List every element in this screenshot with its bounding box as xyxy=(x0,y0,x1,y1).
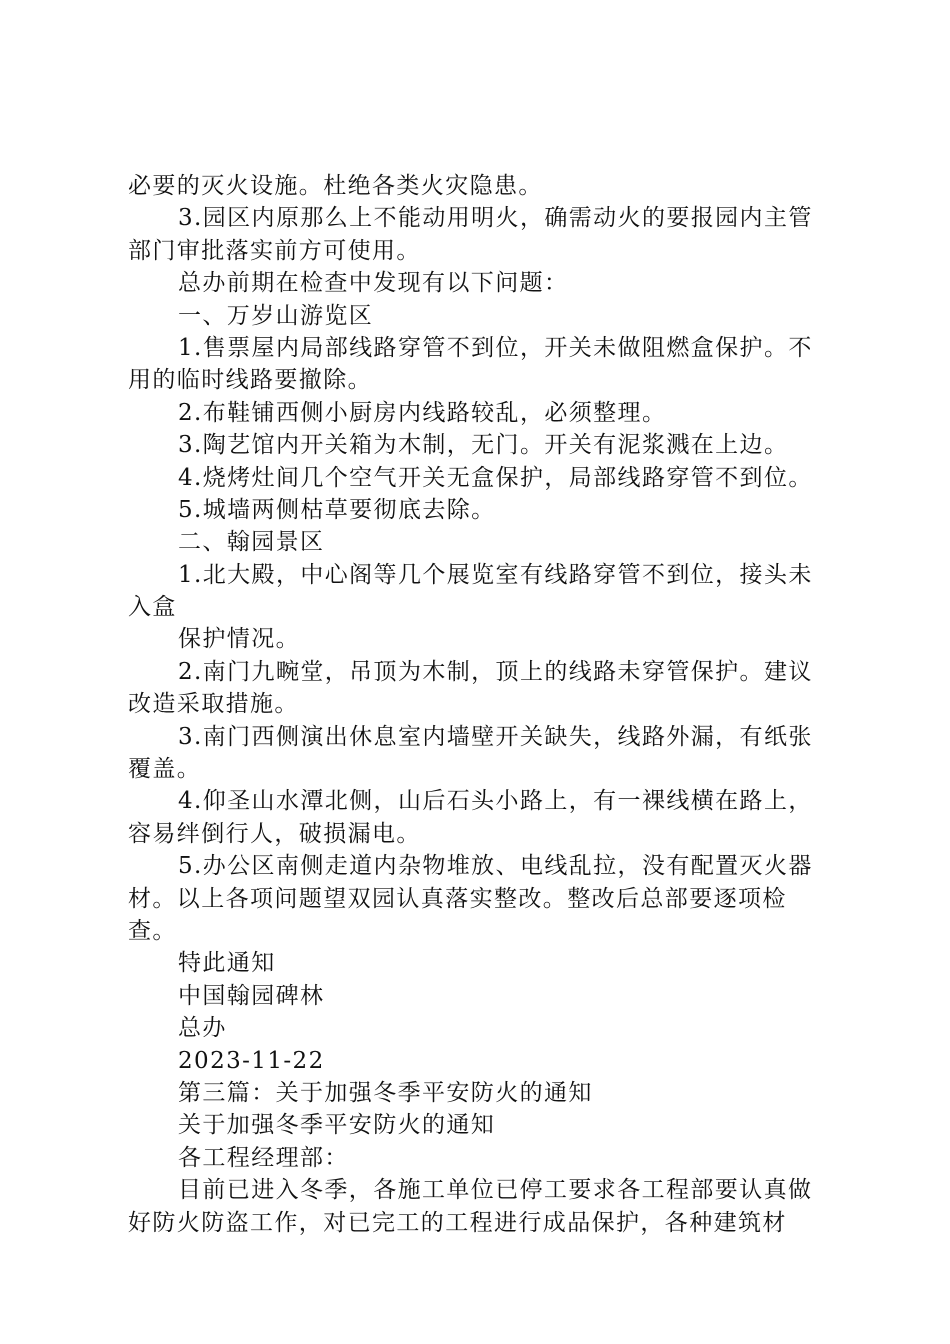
document-line: 3.园区内原那么上不能动用明火，确需动火的要报园内主管 xyxy=(178,205,813,232)
document-line: 目前已进入冬季，各施工单位已停工要求各工程部要认真做 xyxy=(178,1177,813,1204)
document-line: 好防火防盗工作，对已完工的工程进行成品保护，各种建筑材 xyxy=(128,1209,787,1236)
document-line: 5.办公区南侧走道内杂物堆放、电线乱拉，没有配置灭火器 xyxy=(178,853,813,880)
document-line: 入盒 xyxy=(128,594,177,621)
document-line: 总办前期在检查中发现有以下问题： xyxy=(178,270,569,297)
document-line: 1.售票屋内局部线路穿管不到位，开关未做阻燃盒保护。不 xyxy=(178,334,813,361)
document-line: 第三篇：关于加强冬季平安防火的通知 xyxy=(178,1079,593,1106)
document-line: 容易绊倒行人，破损漏电。 xyxy=(128,820,421,847)
document-line: 2.南门九畹堂，吊顶为木制，顶上的线路未穿管保护。建议 xyxy=(178,658,813,685)
document-line: 特此通知 xyxy=(178,950,276,977)
document-line: 关于加强冬季平安防火的通知 xyxy=(178,1112,496,1139)
document-line: 用的临时线路要撤除。 xyxy=(128,367,372,394)
document-line: 总办 xyxy=(178,1015,227,1042)
document-line: 3.南门西侧演出休息室内墙壁开关缺失，线路外漏，有纸张 xyxy=(178,723,813,750)
document-line: 一、万岁山游览区 xyxy=(178,302,374,329)
document-line: 保护情况。 xyxy=(178,626,300,653)
document-line: 必要的灭火设施。杜绝各类火灾隐患。 xyxy=(128,173,543,199)
document-line: 4.烧烤灶间几个空气开关无盒保护，局部线路穿管不到位。 xyxy=(178,464,813,491)
document-body xyxy=(128,170,832,1239)
document-line: 2023-11-22 xyxy=(178,1047,325,1074)
document-line: 查。 xyxy=(128,917,177,944)
document-line: 2.布鞋铺西侧小厨房内线路较乱，必须整理。 xyxy=(178,399,667,426)
document-line: 材。以上各项问题望双园认真落实整改。整改后总部要逐项检 xyxy=(128,885,787,912)
document-line: 部门审批落实前方可使用。 xyxy=(128,237,421,264)
document-line: 5.城墙两侧枯草要彻底去除。 xyxy=(178,496,496,523)
document-line: 4.仰圣山水潭北侧，山后石头小路上，有一裸线横在路上， xyxy=(178,788,813,815)
document-line: 各工程经理部： xyxy=(178,1144,349,1171)
document-line: 覆盖。 xyxy=(128,756,202,783)
document-line: 改造采取措施。 xyxy=(128,691,299,718)
document-line: 1.北大殿，中心阁等几个展览室有线路穿管不到位，接头未 xyxy=(178,561,813,588)
document-line: 二、翰园景区 xyxy=(178,529,325,556)
document-line: 中国翰园碑林 xyxy=(178,982,325,1009)
document-line: 3.陶艺馆内开关箱为木制，无门。开关有泥浆溅在上边。 xyxy=(178,432,789,459)
